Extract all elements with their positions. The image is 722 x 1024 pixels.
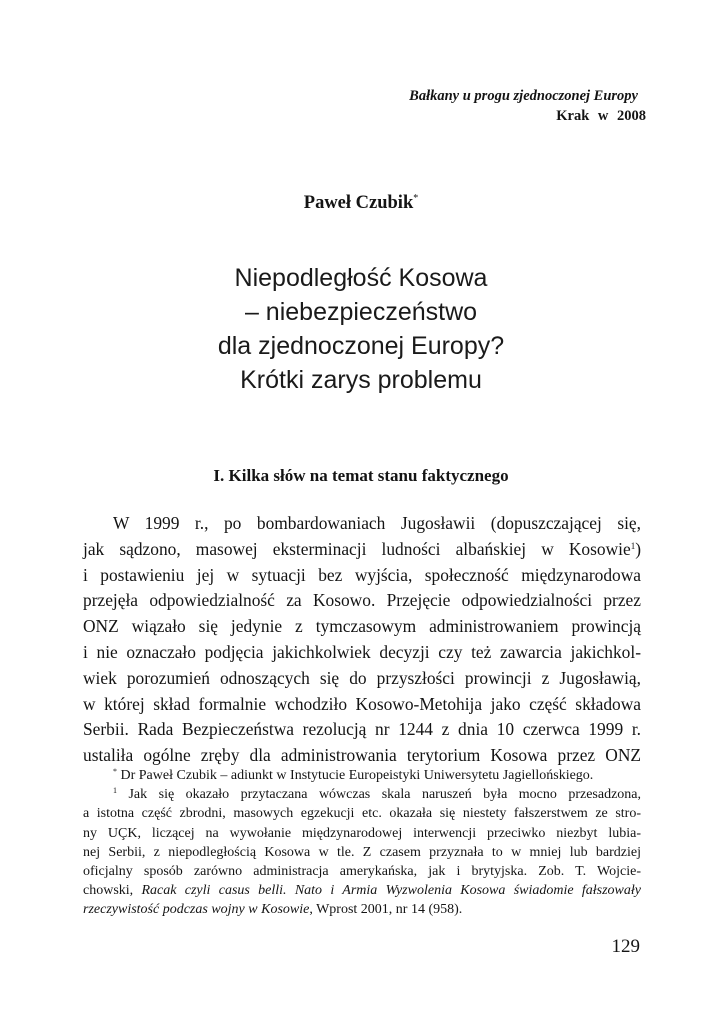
footnote-1-line: nej Serbii, z niepodległością Kosowa w tle. Z czasem przyznała to w mniej lub bardziej [83,844,641,860]
author-footnote-mark: * [413,193,419,204]
body-line: wiek porozumień odnoszących się do przyszłości prowincji z Jugosławią, [83,667,641,688]
footnote-1-line [83,785,641,804]
body-line: Serbii. Rada Bezpieczeństwa rezolucją nr 1244 z dnia 10 czerwca 1999 r. [83,719,641,740]
body-line [83,537,641,563]
author-name [0,193,722,214]
footnote-text: Jak się okazało przytaczana wówczas skala naruszeń była mocno przesadzona, [128,787,642,803]
title-line-2: – niebezpieczeństwo [244,298,478,326]
title-line-1: Niepodległość Kosowa [234,264,488,292]
footnote-author [83,766,641,785]
footnote-1-line [83,881,641,900]
body-line: przejęła odpowiedzialność za Kosowo. Przejęcie odpowiedzialności przez [83,590,641,611]
section-heading: I. Kilka słów na temat stanu faktycznego [213,466,509,485]
footnotes [83,766,641,920]
page-number: 129 [611,936,640,957]
footnote-ref-1: 1 [630,540,636,551]
publication-place-year [409,106,646,126]
footnote-mark: * [113,767,117,776]
title-line-4: Krótki zarys problemu [240,366,482,394]
article-title [0,261,722,397]
title-line-3: dla zjednoczonej Europy? [217,332,505,360]
body-line: ONZ wiązało się jedynie z tymczasowym administrowaniem prowincją [83,616,641,637]
footnote-1-line [83,900,641,919]
body-line-closing: ) [635,538,641,559]
body-line-text: jak sądzono, masowej eksterminacji ludności albańskiej w Kosowie [83,538,631,559]
footnote-text: Dr Paweł Czubik – adiunkt w Instytucie Europeistyki Uniwersytetu Jagiellońskiego. [120,768,594,783]
series-title: Bałkany u progu zjednoczonej Europy [409,88,638,104]
footnote-1-line: ny UÇK, liczącej na wywołanie międzynarodowej interwencji przeciwko niezbyt lubia- [83,825,641,841]
citation-title-cont: rzeczywistość podczas wojny w Kosowie [83,902,310,918]
footnote-1-line: a istotna część zbrodni, masowych egzekucji etc. okazała się niestety fałszerstwem ze stro- [83,806,641,822]
citation-source: , Wprost 2001, nr 14 (958). [309,902,463,918]
author-name-text: Paweł Czubik [303,193,414,213]
body-paragraph [83,511,641,769]
publication-year: w 2008 [597,108,646,124]
body-line: i nie oznaczało podjęcia jakichkolwiek decyzji czy też zawarcia jakichkol- [83,641,641,662]
footnote-mark: 1 [113,786,117,796]
citation-author: chowski, [83,883,134,899]
body-line: W 1999 r., po bombardowaniach Jugosławii (dopuszczającej się, [113,513,641,533]
footnote-1-line: oficjalny sposób zarówno administracja amerykańska, jak i brytyjska. Zob. T. Wojcie- [83,863,641,879]
citation-title: Racak czyli casus belli. Nato i Armia Wyzwolenia Kosowa świadomie fałszowały [141,883,642,899]
publication-place: Krak [556,108,590,124]
body-line: i postawieniu jej w sytuacji bez wyjścia, społeczność międzynarodowa [83,564,641,585]
body-line: w której skład formalnie wchodziło Kosowo-Metohija jako część składowa [83,693,641,714]
body-line: ustaliła ogólne zręby dla administrowania terytorium Kosowa przez ONZ [83,745,641,766]
running-header [409,86,646,126]
